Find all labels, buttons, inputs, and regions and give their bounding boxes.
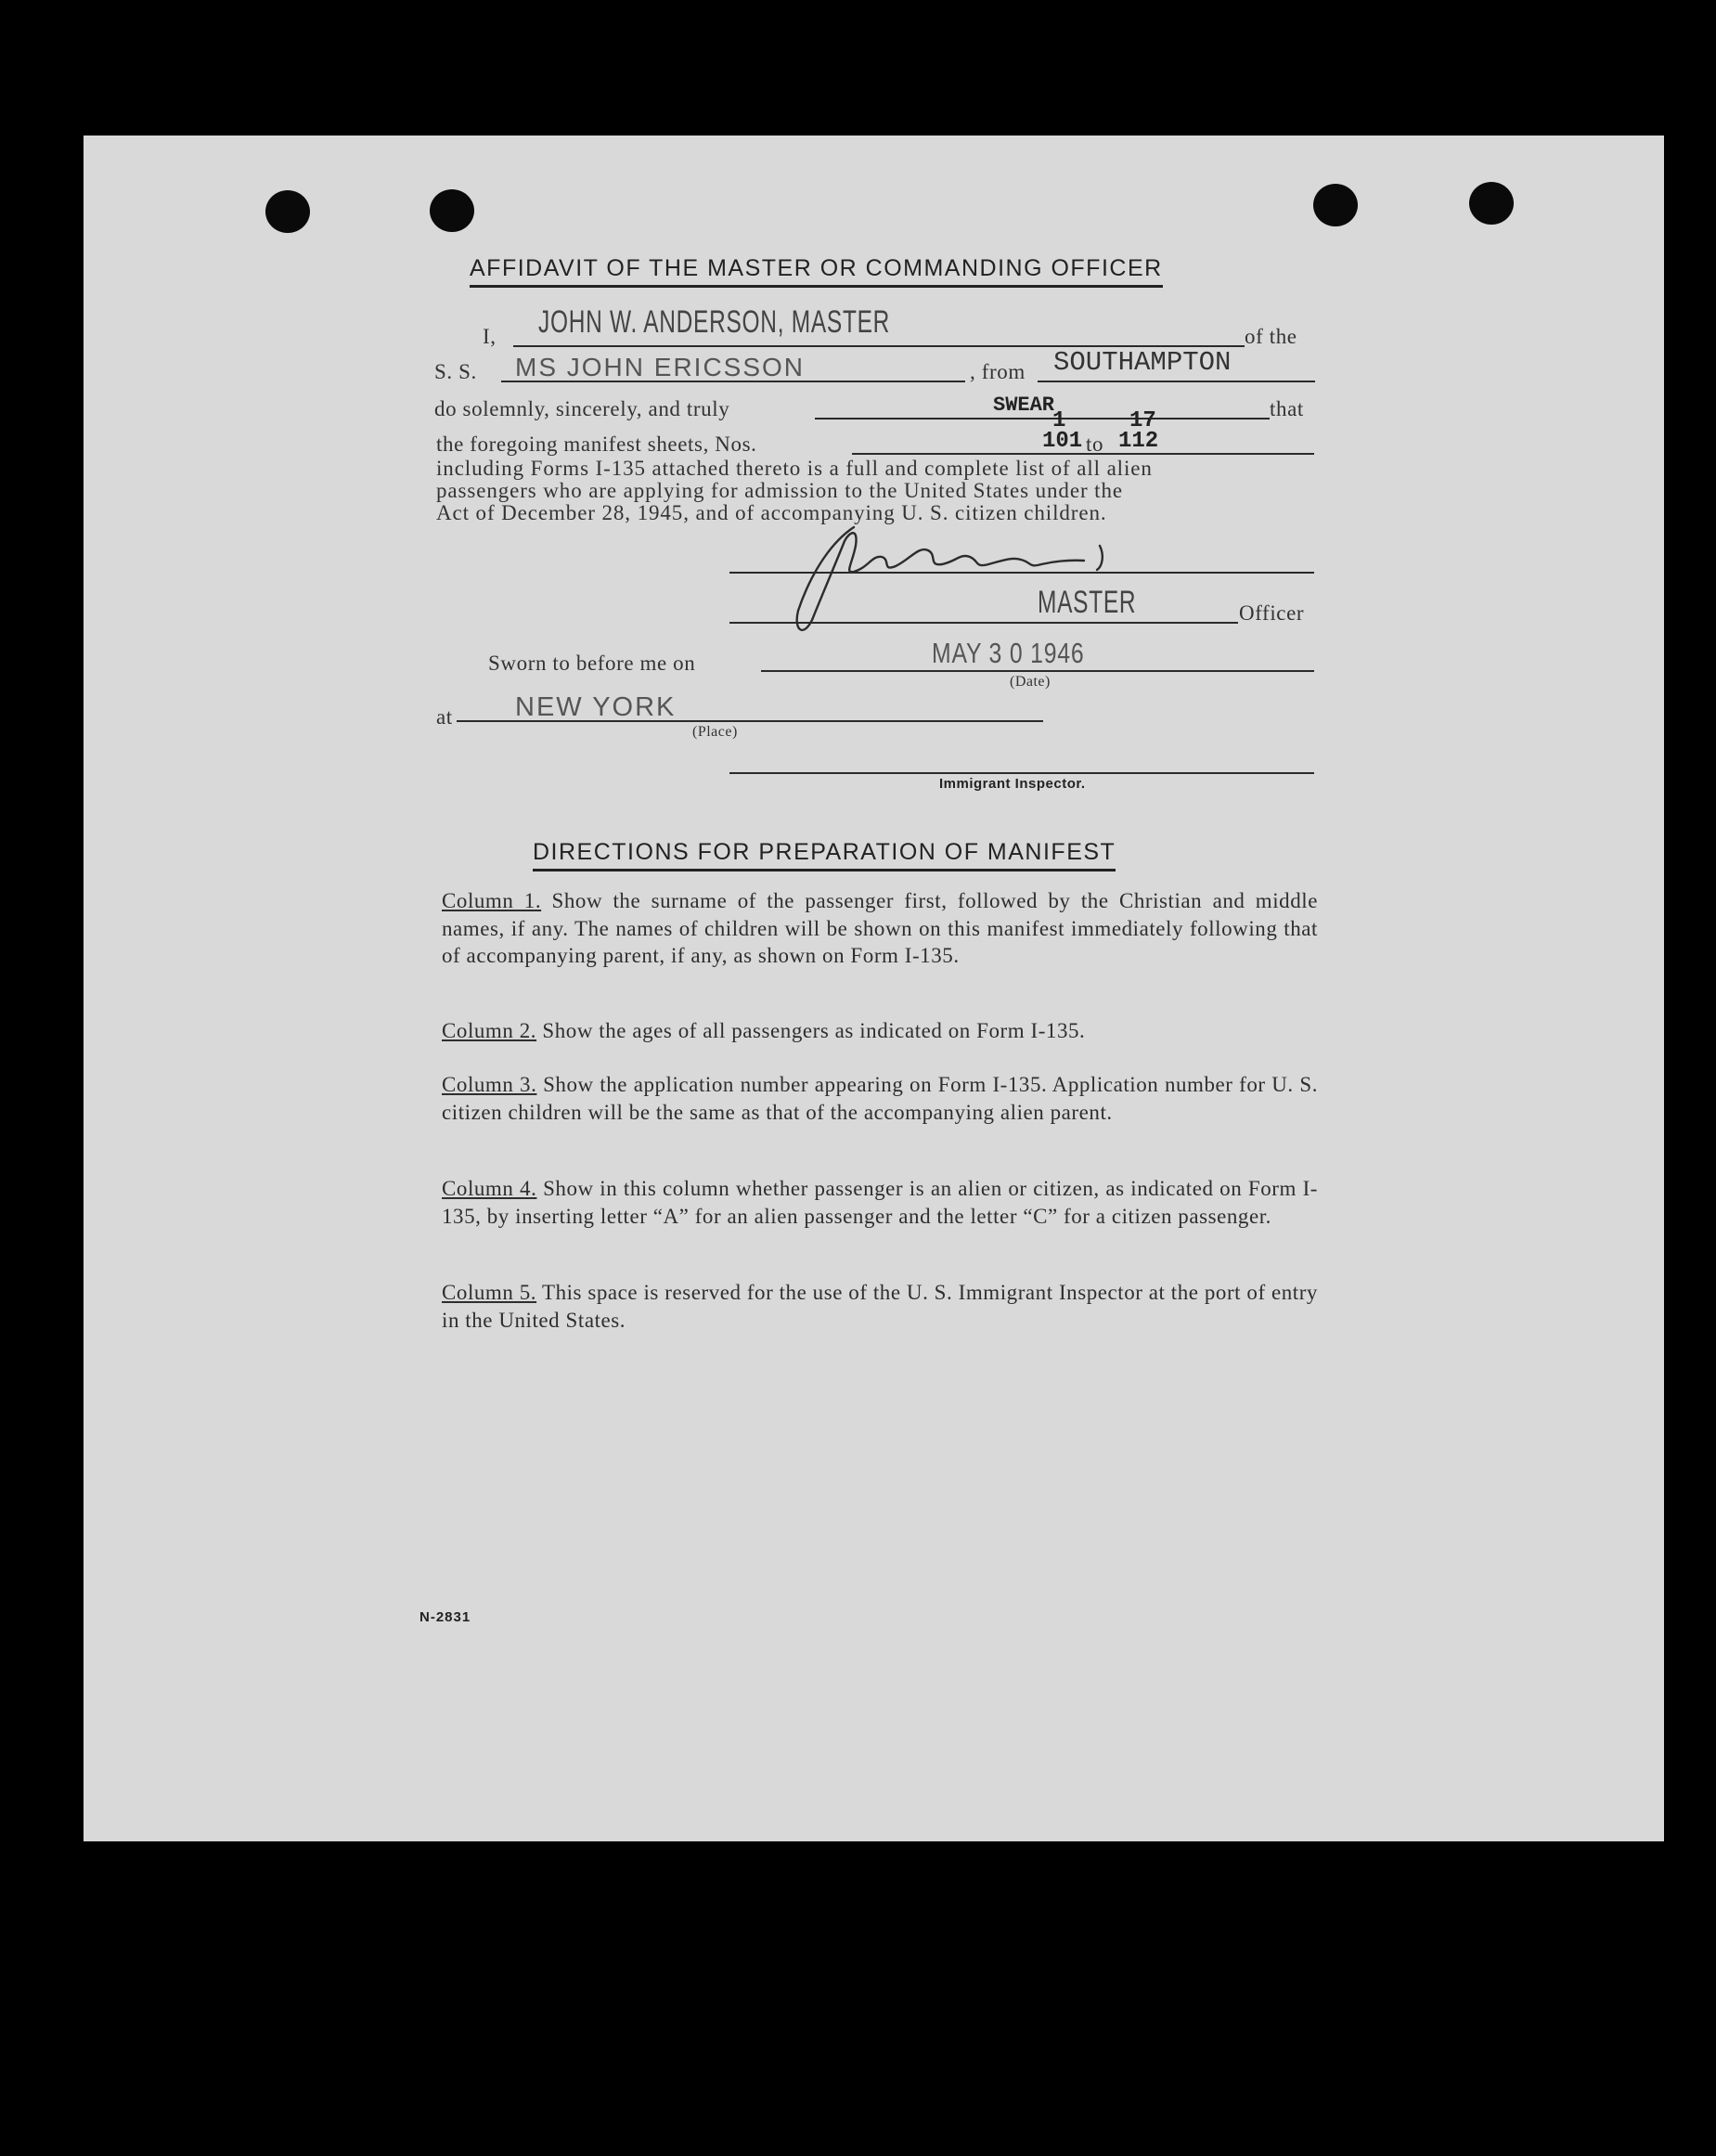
ss-label: S. S. xyxy=(434,360,477,383)
sheets-label: the foregoing manifest sheets, Nos. xyxy=(436,432,757,456)
directions-title: DIRECTIONS FOR PREPARATION OF MANIFEST xyxy=(533,839,1116,866)
direction-column-4 xyxy=(442,1175,1318,1230)
affidavit-body-line1: including Forms I-135 attached thereto is a full and complete list of all alien xyxy=(436,457,1153,480)
sheet-to-label: to xyxy=(1086,432,1104,456)
from-text: from xyxy=(981,360,1026,383)
sheet-to: 112 xyxy=(1118,429,1159,454)
punch-hole xyxy=(265,190,310,233)
of-the-label: of the xyxy=(1245,325,1297,348)
affidavit-body-line2: passengers who are applying for admission to the United States under the xyxy=(436,479,1123,502)
column-4-label: Column 4. xyxy=(442,1177,537,1200)
swear-line xyxy=(815,418,1270,420)
column-1-label: Column 1. xyxy=(442,889,542,912)
direction-column-2 xyxy=(442,1017,1318,1045)
column-1-text: Show the surname of the passenger first, followed by the Christian and middle names, if any. The names of children will be shown on this manifest immediately following that of accompanying parent, if any, as shown on Form I-135. xyxy=(442,889,1318,967)
do-solemnly-label: do solemnly, sincerely, and truly xyxy=(434,397,730,420)
sworn-date-line xyxy=(761,670,1314,672)
document-page xyxy=(84,136,1664,1841)
sheets-line xyxy=(852,453,1314,455)
ship-name: MS JOHN ERICSSON xyxy=(515,353,806,381)
from-label: , from xyxy=(970,360,1026,383)
sworn-label: Sworn to before me on xyxy=(488,652,696,675)
affidavit-body-line3: Act of December 28, 1945, and of accompanying U. S. citizen children. xyxy=(436,501,1107,524)
date-caption: (Date) xyxy=(1010,674,1051,690)
column-2-text: Show the ages of all passengers as indicated on Form I-135. xyxy=(542,1019,1086,1042)
column-5-text: This space is reserved for the use of the U. S. Immigrant Inspector at the port of entry in the United States. xyxy=(442,1281,1318,1332)
punch-hole xyxy=(1313,184,1358,226)
sworn-date-stamp: MAY 3 0 1946 xyxy=(932,637,1085,669)
sheet-from: 101 xyxy=(1042,429,1083,454)
officer-line xyxy=(729,622,1238,624)
form-number: N-2831 xyxy=(419,1609,471,1625)
master-name-stamp: JOHN W. ANDERSON, MASTER xyxy=(538,304,891,340)
column-4-text: Show in this column whether passenger is an alien or citizen, as indicated on Form I-135, by inserting letter “A” for an alien passenger and the letter “C” for a citizen passenger. xyxy=(442,1177,1318,1228)
from-port-line xyxy=(1038,381,1315,382)
officer-title-stamp: MASTER xyxy=(1038,585,1137,620)
inspector-caption: Immigrant Inspector. xyxy=(939,776,1086,792)
i-label: I, xyxy=(483,325,497,348)
inspector-line xyxy=(729,772,1314,774)
sheet-top-to: 17 xyxy=(1129,408,1156,433)
punch-hole xyxy=(1469,182,1514,225)
direction-column-5 xyxy=(442,1279,1318,1334)
affidavit-title: AFFIDAVIT OF THE MASTER OR COMMANDING OFFICER xyxy=(470,255,1163,282)
place-caption: (Place) xyxy=(692,724,738,740)
direction-column-1 xyxy=(442,887,1318,970)
from-port: SOUTHAMPTON xyxy=(1053,347,1232,378)
officer-label: Officer xyxy=(1239,601,1305,625)
column-2-label: Column 2. xyxy=(442,1019,537,1042)
that-label: that xyxy=(1270,397,1304,420)
column-3-text: Show the application number appearing on Form I-135. Application number for U. S. citizen children will be the same as that of the accompanying alien parent. xyxy=(442,1073,1318,1124)
sheet-top-from: 1 xyxy=(1052,408,1066,433)
place-stamp: NEW YORK xyxy=(515,692,677,722)
punch-hole xyxy=(430,189,474,232)
swear-text: SWEAR xyxy=(993,394,1055,417)
column-3-label: Column 3. xyxy=(442,1073,537,1096)
column-5-label: Column 5. xyxy=(442,1281,537,1304)
handwritten-signature xyxy=(789,509,1160,648)
direction-column-3 xyxy=(442,1071,1318,1126)
at-label: at xyxy=(436,705,453,729)
